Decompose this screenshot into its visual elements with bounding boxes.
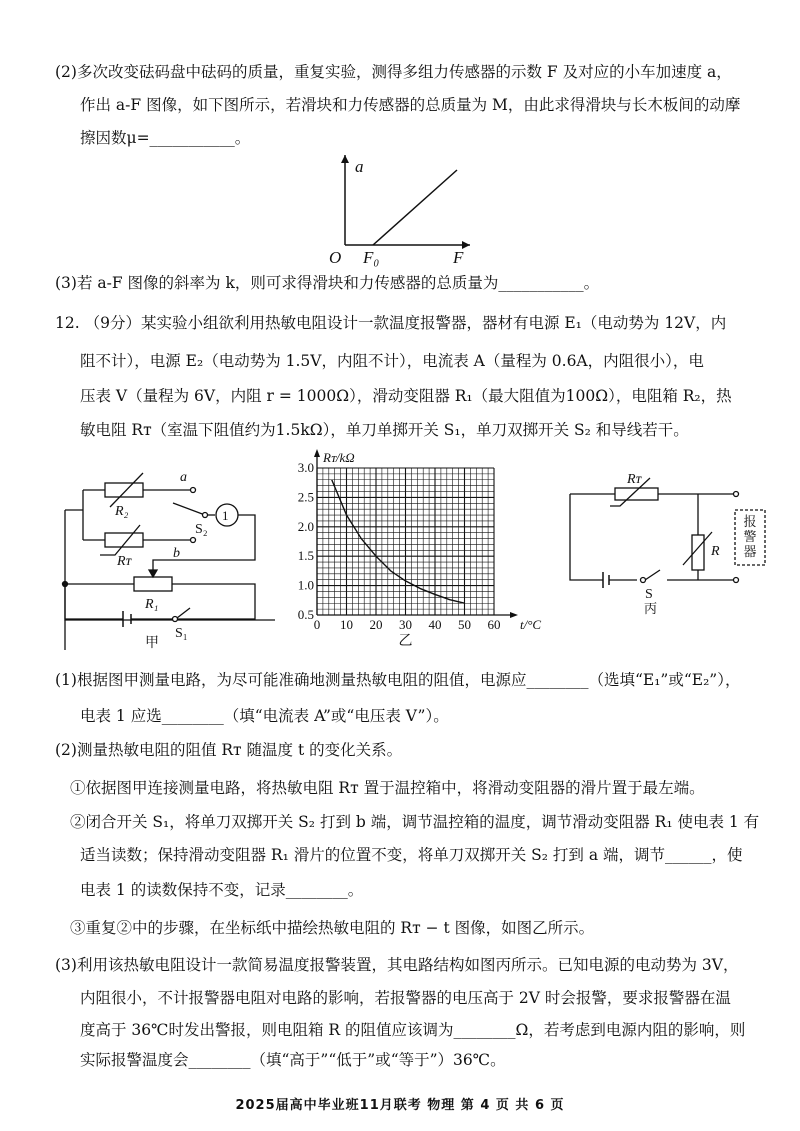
x-tick-label: 10 [340,617,353,632]
y-tick-label: 3.0 [297,460,314,475]
q12-intro-line2: 阻不计），电源 E₂（电动势为 1.5V，内阻不计），电流表 A（量程为 0.6A，内阻很小），电 [80,352,704,370]
y-tick-label: 2.0 [297,518,314,534]
fig-bing-caption: 丙 [644,601,658,616]
q12-p2-step2-line1: ②闭合开关 S₁，将单刀双掷开关 S₂ 打到 b 端，调节温控箱的温度，调节滑动变阻器 R₁ 使电表 1 有 [70,813,760,831]
fig-yi-caption: 乙 [398,634,413,649]
q12-p3-line3: 度高于 36℃时发出警报，则电阻箱 R 的阻值应该调为________Ω，若考虑到电源内阻的影响，则 [80,1021,746,1039]
q11-p2-line2: 作出 a-F 图像，如下图所示，若滑块和力传感器的总质量为 M，由此求得滑块与长木板间的动摩 [80,96,741,114]
r-label: R [711,544,720,559]
rt-label: Rᴛ [117,554,131,569]
y-tick-label: 2.5 [297,489,314,505]
q12-p1-line1: (1)根据图甲测量电路，为尽可能准确地测量热敏电阻的阻值，电源应________（选填“E₁”或“E₂”）， [55,671,741,689]
y-axis-label: Rᴛ/kΩ [323,450,355,465]
circuit-jia [55,465,275,650]
y-arrow-icon [341,155,349,163]
y-label: a [355,157,364,176]
s-label: S [645,587,653,602]
s1-switch [177,608,190,618]
q12-intro-line1: 12. （9分）某实验小组欲利用热敏电阻设计一款温度报警器，器材有电源 E₁（电动势为 12V，内 [55,314,727,332]
rt-t-chart [290,448,550,653]
q12-p2-step1: ①依据图甲连接测量电路，将热敏电阻 Rᴛ 置于温控箱中，将滑动变阻器的滑片置于最左端。 [70,779,705,797]
rt-curve [332,480,465,603]
q12-intro-line4: 敏电阻 Rᴛ（室温下阻值约为1.5kΩ），单刀单掷开关 S₁，单刀双掷开关 S₂ 和导线若干。 [80,421,689,439]
x-axis-label: t/°C [520,617,542,632]
y-tick-label: 1.5 [297,548,314,564]
terminal-b-label: b [173,546,180,561]
q12-p2-step2-line3: 电表 1 的读数保持不变，记录________。 [80,881,364,899]
q11-p3: (3)若 a-F 图像的斜率为 k，则可求得滑块和力传感器的总质量为___________。 [55,274,600,292]
terminal-a-label: a [180,470,187,485]
r2-resistor [105,483,143,497]
x-tick-label: 40 [428,617,442,632]
r1-label: R₁ [145,597,159,612]
rheostat-arrow [683,532,712,565]
y-arrow-icon [314,449,320,457]
x-tick-label: 0 [313,617,321,632]
x-arrow-icon [510,612,518,618]
q12-p2-step2-line2: 适当读数；保持滑动变阻器 R₁ 滑片的位置不变，将单刀双掷开关 S₂ 打到 a 端，调节______，使 [80,846,743,864]
s2-switch [173,503,205,515]
meter-label: 1 [222,508,229,523]
q12-intro-line3: 压表 V（量程为 6V，内阻 r = 1000Ω），滑动变阻器 R₁（最大阻值为100Ω），电阻箱 R₂，热 [80,387,732,405]
alarm-label: 报警器 [743,514,757,559]
q12-p3-line2: 内阻很小，不计报警器电阻对电路的影响，若报警器的电压高于 2V 时会报警，要求报警器在温 [80,989,731,1007]
x-tick-label: 60 [487,617,501,632]
q12-p2-title: (2)测量热敏电阻的阻值 Rᴛ 随温度 t 的变化关系。 [55,741,403,759]
fig-jia-caption: 甲 [145,636,159,650]
q12-p3-line4: 实际报警温度会________（填“高于”“低于”或“等于”）36℃。 [80,1051,506,1069]
origin-label: O [329,248,342,267]
r2-label: R₂ [115,504,129,519]
x-tick-label: 20 [369,617,383,632]
q11-p2-line1: (2)多次改变砝码盘中砝码的质量，重复实验，测得多组力传感器的示数 F 及对应的小车加速度 a， [55,63,732,81]
a-f-line [373,170,457,245]
q12-p3-line1: (3)利用该热敏电阻设计一款简易温度报警装置，其电路结构如图丙所示。已知电源的电动势为 3V， [55,956,739,974]
x-tick-label: 30 [399,617,412,632]
s1-label: S₁ [175,626,188,641]
rheostat-arrow [110,473,143,507]
page-footer: 2025届高中毕业班11月联考 物理 第 4 页 共 6 页 [235,1098,565,1113]
s2-label: S₂ [195,522,208,537]
q12-p1-line2: 电表 1 应选________（填“电流表 A”或“电压表 V”）。 [80,707,449,725]
y-tick-label: 1.0 [297,577,314,593]
x-tick-label: 50 [458,617,471,632]
q11-p2-line3: 擦因数μ=___________。 [80,129,251,147]
battery-icon [123,611,131,627]
a-f-graph [325,150,475,270]
q12-p2-step3: ③重复②中的步骤，在坐标纸中描绘热敏电阻的 Rᴛ − t 图像，如图乙所示。 [70,919,595,937]
rt-label: Rᴛ [627,472,641,487]
x-label: F [453,248,464,267]
y-tick-label: 0.5 [297,607,314,622]
battery-icon [603,572,609,588]
r1-slider [134,577,172,591]
circuit-bing [565,470,775,620]
f0-label: F₀ [363,248,380,267]
